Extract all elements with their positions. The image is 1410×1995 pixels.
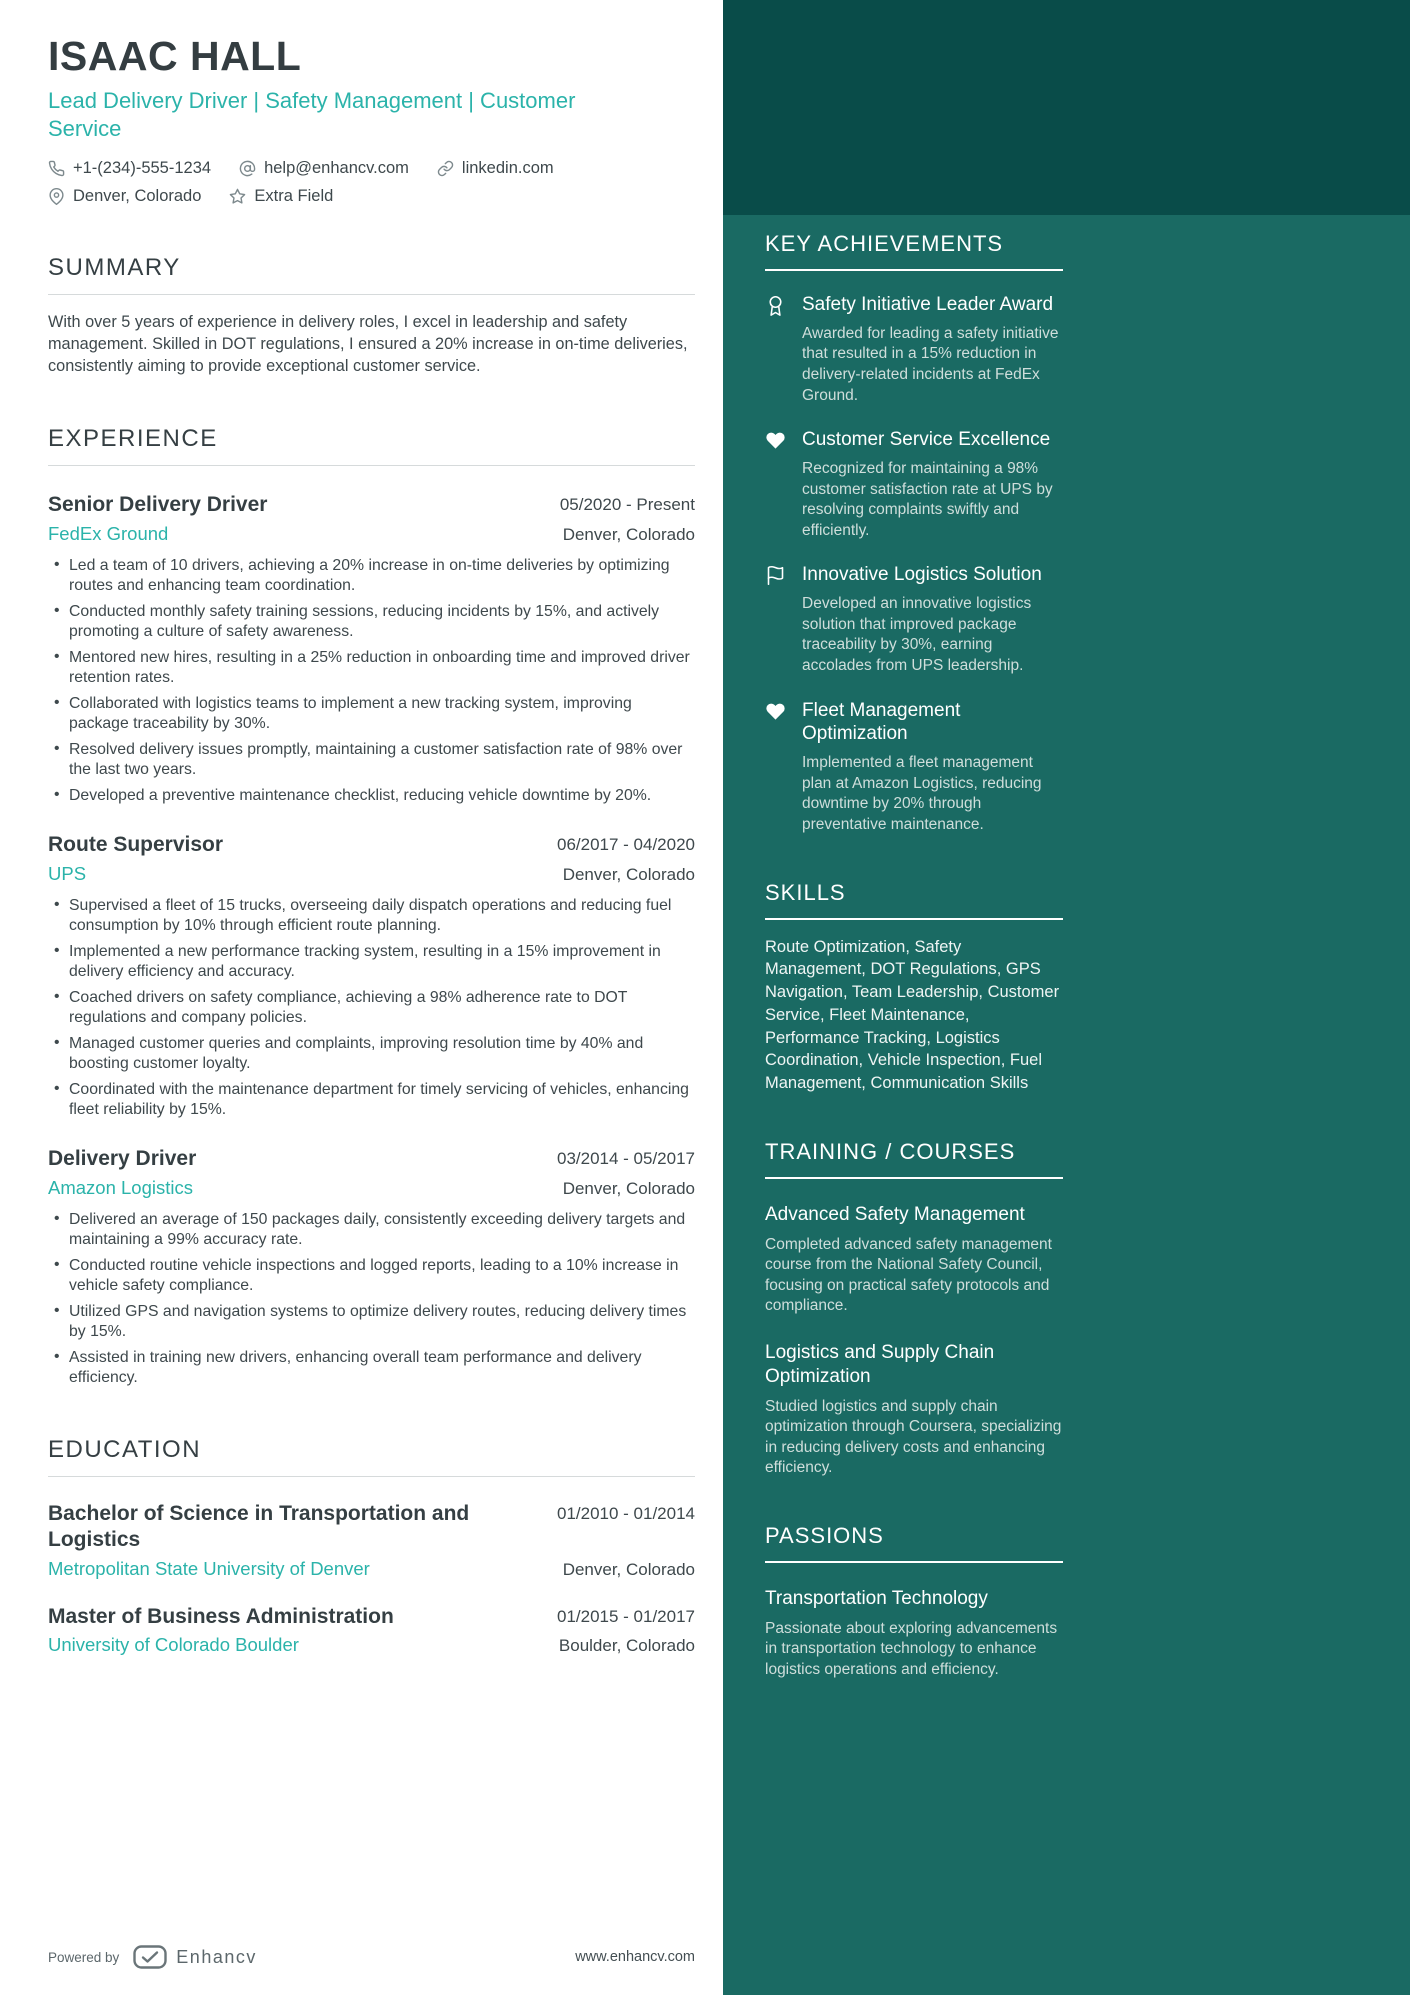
bullet-item: • Assisted in training new drivers, enhancing overall team performance and delivery efficiency. [48, 1348, 692, 1388]
summary-heading: SUMMARY [48, 254, 695, 295]
training-heading: TRAINING / COURSES [765, 1139, 1063, 1179]
bullet-item: • Collaborated with logistics teams to implement a new tracking system, improving package traceability by 30%. [48, 694, 692, 734]
award-icon [765, 293, 789, 406]
achievement-title: Customer Service Excellence [802, 429, 1051, 451]
job-entry [48, 492, 695, 806]
location-icon [48, 188, 65, 205]
bullet-item: • Supervised a fleet of 15 trucks, overseeing daily dispatch operations and reducing fuel consumption by 10% through efficient route planning. [48, 896, 692, 936]
job-title-row [48, 832, 695, 858]
job-subtitle-row [48, 863, 695, 885]
passions-heading: PASSIONS [765, 1523, 1063, 1563]
contact-location [48, 187, 201, 206]
achievement-body [802, 293, 1063, 406]
enhancv-logo[interactable] [133, 1945, 257, 1969]
education-entry [48, 1501, 695, 1579]
achievement-body [802, 699, 1063, 836]
degree-title-row [48, 1604, 695, 1630]
job-title: Route Supervisor [48, 833, 224, 857]
achievement-body [802, 428, 1063, 541]
link-icon [437, 160, 454, 177]
phone-icon [48, 160, 65, 177]
degree-dates: 01/2015 - 01/2017 [556, 1606, 695, 1626]
achievement-text: Awarded for leading a safety initiative that resulted in a 15% reduction in delivery-related incidents at FedEx Ground. [802, 324, 1059, 404]
degree-dates: 01/2010 - 01/2014 [556, 1504, 695, 1524]
contact-extra-field [229, 187, 333, 206]
bullet-item: • Delivered an average of 150 packages daily, consistently exceeding delivery targets and maintaining a 99% accuracy rate. [48, 1210, 692, 1250]
achievement-item [765, 699, 1063, 836]
flag-icon [765, 563, 789, 676]
bullet-item: • Coached drivers on safety compliance, achieving a 98% adherence rate to DOT regulations and company policies. [48, 988, 692, 1028]
contact-phone [48, 159, 211, 178]
job-title: Delivery Driver [48, 1147, 197, 1171]
resume-header [48, 34, 695, 206]
job-subtitle-row [48, 1177, 695, 1199]
bullet-item: • Mentored new hires, resulting in a 25% reduction in onboarding time and improved driver retention rates. [48, 648, 692, 688]
degree-title-row [48, 1501, 695, 1552]
job-entry [48, 832, 695, 1120]
job-company: UPS [48, 862, 87, 884]
star-icon [229, 188, 246, 205]
skills-section [765, 880, 1063, 1095]
candidate-headline: Lead Delivery Driver | Safety Management | Customer Service [48, 87, 576, 142]
sidebar [723, 0, 1410, 1995]
training-title: Advanced Safety Management [765, 1203, 1025, 1225]
bullet-item: • Conducted monthly safety training sessions, reducing incidents by 15%, and actively promoting a culture of safety awareness. [48, 602, 692, 642]
bullet-item: • Utilized GPS and navigation systems to optimize delivery routes, reducing delivery times by 15%. [48, 1302, 692, 1342]
powered-by-label: Powered by [48, 1949, 120, 1965]
achievements-heading: KEY ACHIEVEMENTS [765, 231, 1063, 271]
training-text: Studied logistics and supply chain optimization through Coursera, specializing in reducing delivery costs and enhancing efficiency. [765, 1397, 1062, 1477]
passion-text: Passionate about exploring advancements in transportation technology to enhance logistics operations and efficiency. [765, 1619, 1058, 1678]
training-item [765, 1341, 1063, 1479]
education-section [48, 1436, 695, 1656]
degree-school: University of Colorado Boulder [48, 1634, 299, 1656]
passion-item [765, 1587, 1063, 1681]
job-location: Denver, Colorado [562, 524, 695, 544]
job-dates: 05/2020 - Present [559, 495, 695, 515]
heart-icon [765, 428, 789, 541]
degree-title: Master of Business Administration [48, 1604, 394, 1628]
experience-heading: EXPERIENCE [48, 425, 695, 466]
achievement-title: Fleet Management Optimization [802, 699, 961, 745]
summary-section [48, 254, 695, 377]
achievement-title: Safety Initiative Leader Award [802, 294, 1054, 315]
achievement-text: Developed an innovative logistics solution that improved package traceability by 30%, earning accolades from UPS leadership. [802, 595, 1032, 674]
bullet-item: • Resolved delivery issues promptly, maintaining a customer satisfaction rate of 98% over the last two years. [48, 740, 692, 780]
bullet-item: • Managed customer queries and complaints, improving resolution time by 40% and boosting customer loyalty. [48, 1034, 692, 1074]
job-location: Denver, Colorado [562, 864, 695, 884]
experience-section [48, 425, 695, 1388]
powered-by [48, 1945, 257, 1969]
achievement-text: Recognized for maintaining a 98% customer satisfaction rate at UPS by resolving complaints swiftly and efficiently. [802, 459, 1053, 539]
degree-subtitle-row [48, 1558, 695, 1580]
contact-email [239, 159, 409, 178]
contact-location-text: Denver, Colorado [73, 187, 202, 206]
job-bullets [48, 896, 692, 1120]
contact-extra-field-text: Extra Field [254, 187, 334, 206]
skills-list: Route Optimization, Safety Management, DOT Regulations, GPS Navigation, Team Leadership, Customer Service, Fleet Maintenance, Performance Tracking, Logistics Coordination, Vehicle Inspection, Fuel Management, Communication Skills [765, 937, 1060, 1093]
achievement-item [765, 293, 1063, 406]
contact-email-text: help@enhancv.com [264, 159, 409, 178]
degree-location: Boulder, Colorado [558, 1636, 695, 1656]
job-bullets [48, 1210, 692, 1388]
training-text: Completed advanced safety management course from the National Safety Council, focusing on practical safety protocols and compliance. [765, 1235, 1052, 1315]
degree-subtitle-row [48, 1634, 695, 1656]
bullet-item: • Led a team of 10 drivers, achieving a 20% increase in on-time deliveries by optimizing routes and enhancing team coordination. [48, 556, 692, 596]
bullet-item: • Coordinated with the maintenance department for timely servicing of vehicles, enhancing fleet reliability by 15%. [48, 1080, 692, 1120]
passions-section [765, 1523, 1063, 1681]
enhancv-logo-icon [133, 1945, 167, 1969]
enhancv-wordmark: Enhancv [176, 1946, 257, 1967]
contact-row-2 [48, 187, 695, 206]
enhancv-site-link[interactable]: www.enhancv.com [575, 1949, 695, 1965]
job-company: FedEx Ground [48, 522, 169, 544]
achievement-body [802, 563, 1063, 676]
contact-row-1 [48, 159, 695, 178]
achievement-item [765, 428, 1063, 541]
achievement-item [765, 563, 1063, 676]
job-title-row [48, 1146, 695, 1172]
footer [48, 1945, 695, 1969]
achievement-title: Innovative Logistics Solution [802, 564, 1042, 586]
email-icon [239, 160, 256, 177]
sidebar-top-band [723, 0, 1410, 215]
bullet-item: • Implemented a new performance tracking system, resulting in a 15% improvement in delivery efficiency and accuracy. [48, 942, 692, 982]
job-entry [48, 1146, 695, 1388]
bullet-item: • Conducted routine vehicle inspections and logged reports, leading to a 10% increase in vehicle safety compliance. [48, 1256, 692, 1296]
job-dates: 06/2017 - 04/2020 [556, 835, 695, 855]
job-dates: 03/2014 - 05/2017 [556, 1149, 695, 1169]
contact-linkedin [437, 159, 554, 178]
achievement-text: Implemented a fleet management plan at Amazon Logistics, reducing downtime by 20% through preventative maintenance. [802, 754, 1042, 833]
training-section [765, 1139, 1063, 1479]
bullet-item: • Developed a preventive maintenance checklist, reducing vehicle downtime by 20%. [48, 786, 692, 806]
training-title: Logistics and Supply Chain Optimization [765, 1342, 995, 1387]
degree-location: Denver, Colorado [562, 1559, 695, 1579]
degree-title: Bachelor of Science in Transportation and Logistics [48, 1502, 470, 1552]
sidebar-content [765, 215, 1063, 1681]
job-location: Denver, Colorado [562, 1179, 695, 1199]
degree-school: Metropolitan State University of Denver [48, 1557, 370, 1579]
contact-phone-text: +1-(234)-555-1234 [73, 159, 212, 178]
passion-title: Transportation Technology [765, 1587, 988, 1609]
skills-heading: SKILLS [765, 880, 1063, 920]
job-title-row [48, 492, 695, 518]
education-entry [48, 1604, 695, 1657]
summary-text: With over 5 years of experience in delivery roles, I excel in leadership and safety management. Skilled in DOT regulations, I ensured a 20% increase in on-time deliveries, consistently aiming to provide exceptional customer service. [48, 313, 688, 376]
training-item [765, 1203, 1063, 1317]
contact-linkedin-text: linkedin.com [461, 159, 554, 178]
heart-icon [765, 699, 789, 836]
achievements-section [765, 231, 1063, 836]
job-title: Senior Delivery Driver [48, 493, 268, 517]
education-heading: EDUCATION [48, 1436, 695, 1477]
job-bullets [48, 556, 692, 807]
job-subtitle-row [48, 523, 695, 545]
job-company: Amazon Logistics [48, 1177, 193, 1199]
candidate-name: ISAAC HALL [48, 33, 302, 79]
